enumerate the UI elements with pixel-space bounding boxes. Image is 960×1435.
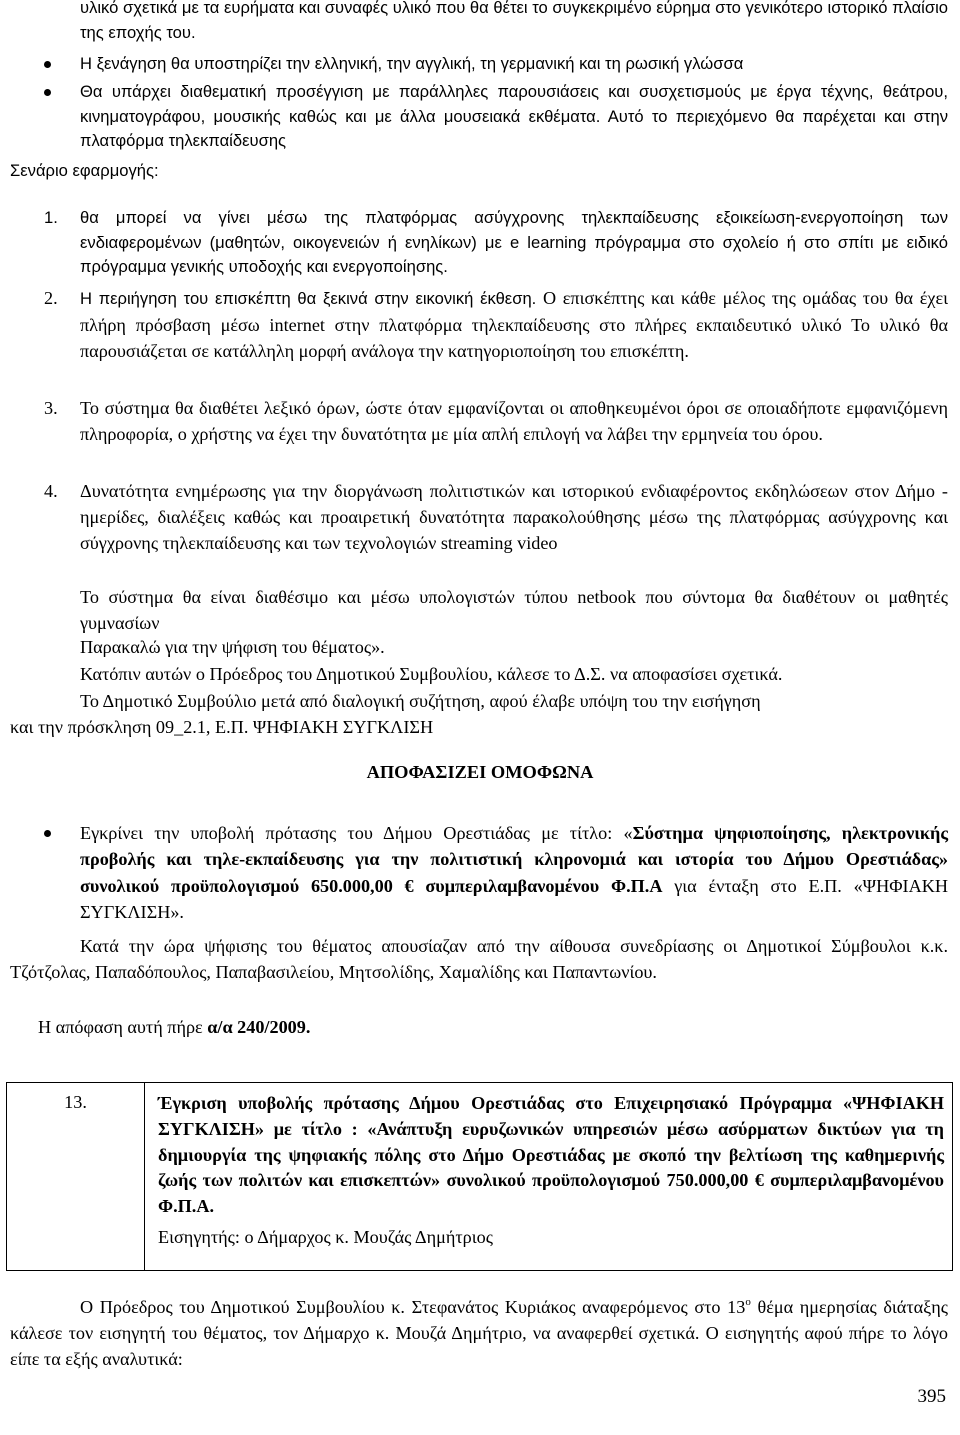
- list-number: 1.: [44, 208, 58, 227]
- scenario-label: Σενάριο εφαρμογής:: [10, 161, 159, 180]
- decision-number-value: α/α 240/2009.: [207, 1017, 311, 1037]
- bullet-interdisciplinary: Θα υπάρχει διαθεματική προσέγγιση με παράλληλες παρουσιάσεις και συσχετισμούς με έργα τέχνης, θεάτρου, κινηματογράφου, μουσικής καθώς και με άλλα μουσειακά εκθέματα. Αυτό το περιεχόμενο θα παρέχεται και στην πλατφόρμα τηλεκπαίδευσης: [80, 82, 948, 150]
- list-number: 4.: [44, 481, 58, 501]
- closing-part-1: Ο Πρόεδρος του Δημοτικού Συμβουλίου κ. Στεφανάτος Κυριάκος αναφερόμενος στο 13: [80, 1297, 746, 1317]
- approval-paragraph: [80, 820, 948, 926]
- list-number: 2.: [44, 288, 58, 308]
- agenda-item-table: [6, 1082, 953, 1271]
- council-line-2: και την πρόσκληση 09_2.1, Ε.Π. ΨΗΦΙΑΚΗ ΣΥΓΚΛΙΣΗ: [10, 717, 434, 737]
- scenario-item-2: [80, 285, 948, 364]
- vote-request: Παρακαλώ για την ψήφιση του θέματος».: [80, 637, 385, 657]
- bullet-icon: [44, 830, 51, 837]
- agenda-item-rapporteur: Εισηγητής: ο Δήμαρχος κ. Μουζάς Δημήτριος: [158, 1227, 493, 1247]
- scenario-item-1: θα μπορεί να γίνει μέσω της πλατφόρμας ασύγχρονης τηλεκπαίδευσης εξοικείωση-ενεργοποίηση των ενδιαφερομένων (μαθητών, οικογενειών ή ενηλίκων) με e learning πρόγραμμα στο σχολείο ή στο σπίτι με ειδικό πρόγραμμα γενικής υποδοχής και ενεργοποίησης.: [80, 208, 948, 276]
- decision-number-prefix: Η απόφαση αυτή πήρε: [38, 1017, 208, 1037]
- scenario-item-4: Δυνατότητα ενημέρωσης για την διοργάνωση πολιτιστικών και ιστορικού ενδιαφέροντος εκδηλώσεων στον Δήμο - ημερίδες, διαλέξεις καθώς και προαιρετική δυνατότητα παρακολούθησης μέσω της πλατφόρμας ασύγχρονης και σύγχρονης τηλεκπαίδευσης και των τεχνολογιών streaming video: [80, 481, 948, 554]
- intro-continuation: υλικό σχετικά με τα ευρήματα και συναφές υλικό που θα θέτει το συγκεκριμένο εύρημα στο γενικότερο ιστορικό πλαίσιο της εποχής του.: [80, 0, 948, 42]
- approval-suffix: για ένταξη στο Ε.Π. «ΨΗΦΙΑΚΗ ΣΥΓΚΛΙΣΗ».: [80, 875, 948, 923]
- agenda-item-title: Έγκριση υποβολής πρότασης Δήμου Ορεστιάδας στο Επιχειρησιακό Πρόγραμμα «ΨΗΦΙΑΚΗ ΣΥΓΚΛΙΣΗ» με τίτλο : «Ανάπτυξη ευρυζωνικών υπηρεσιών μέσω ασύρματων δικτύων για τη δημιουργία της ψηφιακής πόλης στο Δήμο Ορεστιάδας με σκοπό την βελτίωση της καθημερινής ζωής των πολιτών και επισκεπτών» συνολικού προϋπολογισμού 750.000,00 € συμπεριλαμβανομένου Φ.Π.Α.: [158, 1093, 944, 1217]
- bullet-languages: Η ξενάγηση θα υποστηρίζει την ελληνική, την αγγλική, τη γερμανική και τη ρωσική γλώσσα: [80, 54, 744, 73]
- bullet-icon: [44, 89, 51, 96]
- page-number: 395: [917, 1386, 946, 1407]
- agenda-item-number: 13.: [64, 1092, 87, 1112]
- list-number: 3.: [44, 398, 58, 418]
- table-divider: [144, 1083, 145, 1270]
- netbook-paragraph: Το σύστημα θα είναι διαθέσιμο και μέσω υπολογιστών τύπου netbook που σύντομα θα διαθέτουν οι μαθητές γυμνασίων: [80, 587, 948, 634]
- ordinal-superscript: ο: [745, 1296, 751, 1308]
- bullet-icon: [44, 61, 51, 68]
- scenario-item-3: Το σύστημα θα διαθέτει λεξικό όρων, ώστε όταν εμφανίζονται οι αποθηκευμένοι όροι σε οποιαδήποτε εμφανιζόμενη πληροφορία, ο χρήστης να έχει την δυνατότητα με μία απλή επιλογή να λάβει την ερμηνεία του όρου.: [80, 398, 948, 445]
- approval-prefix: Εγκρίνει την υποβολή πρότασης του Δήμου Ορεστιάδας με τίτλο: «: [80, 823, 633, 843]
- closing-paragraph: [10, 1294, 948, 1373]
- approval-title: Σύστημα ψηφιοποίησης, ηλεκτρονικής προβολής και τηλε-εκπαίδευσης για την πολιτιστική κληρονομιά και ιστορία του Δήμου Ορεστιάδας» συνολικού προϋπολογισμού 650.000,00 € συμπεριλαμβανομένου Φ.Π.Α: [80, 823, 948, 896]
- decision-number: [38, 1014, 310, 1040]
- decision-heading: ΑΠΟΦΑΣΙΖΕΙ ΟΜΟΦΩΝΑ: [366, 762, 594, 782]
- scenario-item-2-sans: Η περιήγηση του επισκέπτη θα ξεκινά στην εικονική έκθεση.: [80, 289, 537, 308]
- scenario-item-2-serif: Ο επισκέπτης και κάθε μέλος της ομάδας του θα έχει πλήρη πρόσβαση μέσω internet στην πλατφόρμα τηλεκπαίδευσης στο πλήρες εκπαιδευτικό υλικό Το υλικό θα παρουσιάζεται σε κατάλληλη μορφή ανάλογα την κατηγοριοποίηση του επισκέπτη.: [80, 288, 948, 361]
- absent-members: Κατά την ώρα ψήφισης του θέματος απουσίαζαν από την αίθουσα συνεδρίασης οι Δημοτικοί Σύμβουλοι κ.κ. Τζότζολας, Παπαδόπουλος, Παπαβασιλείου, Μητσολίδης, Χαμαλίδης και Παπαντωνίου.: [10, 936, 948, 983]
- closing-part-2: θέμα ημερησίας διάταξης κάλεσε τον εισηγητή του θέματος, τον Δήμαρχο κ. Μουζά Δημήτριο, να αναφερθεί σχετικά. Ο εισηγητής αφού πήρε το λόγο είπε τα εξής αναλυτικά:: [10, 1297, 948, 1370]
- council-line-1: Το Δημοτικό Συμβούλιο μετά από διαλογική συζήτηση, αφού έλαβε υπόψη του την εισήγηση: [80, 691, 761, 711]
- president-call: Κατόπιν αυτών ο Πρόεδρος του Δημοτικού Συμβουλίου, κάλεσε το Δ.Σ. να αποφασίσει σχετικά.: [80, 664, 783, 684]
